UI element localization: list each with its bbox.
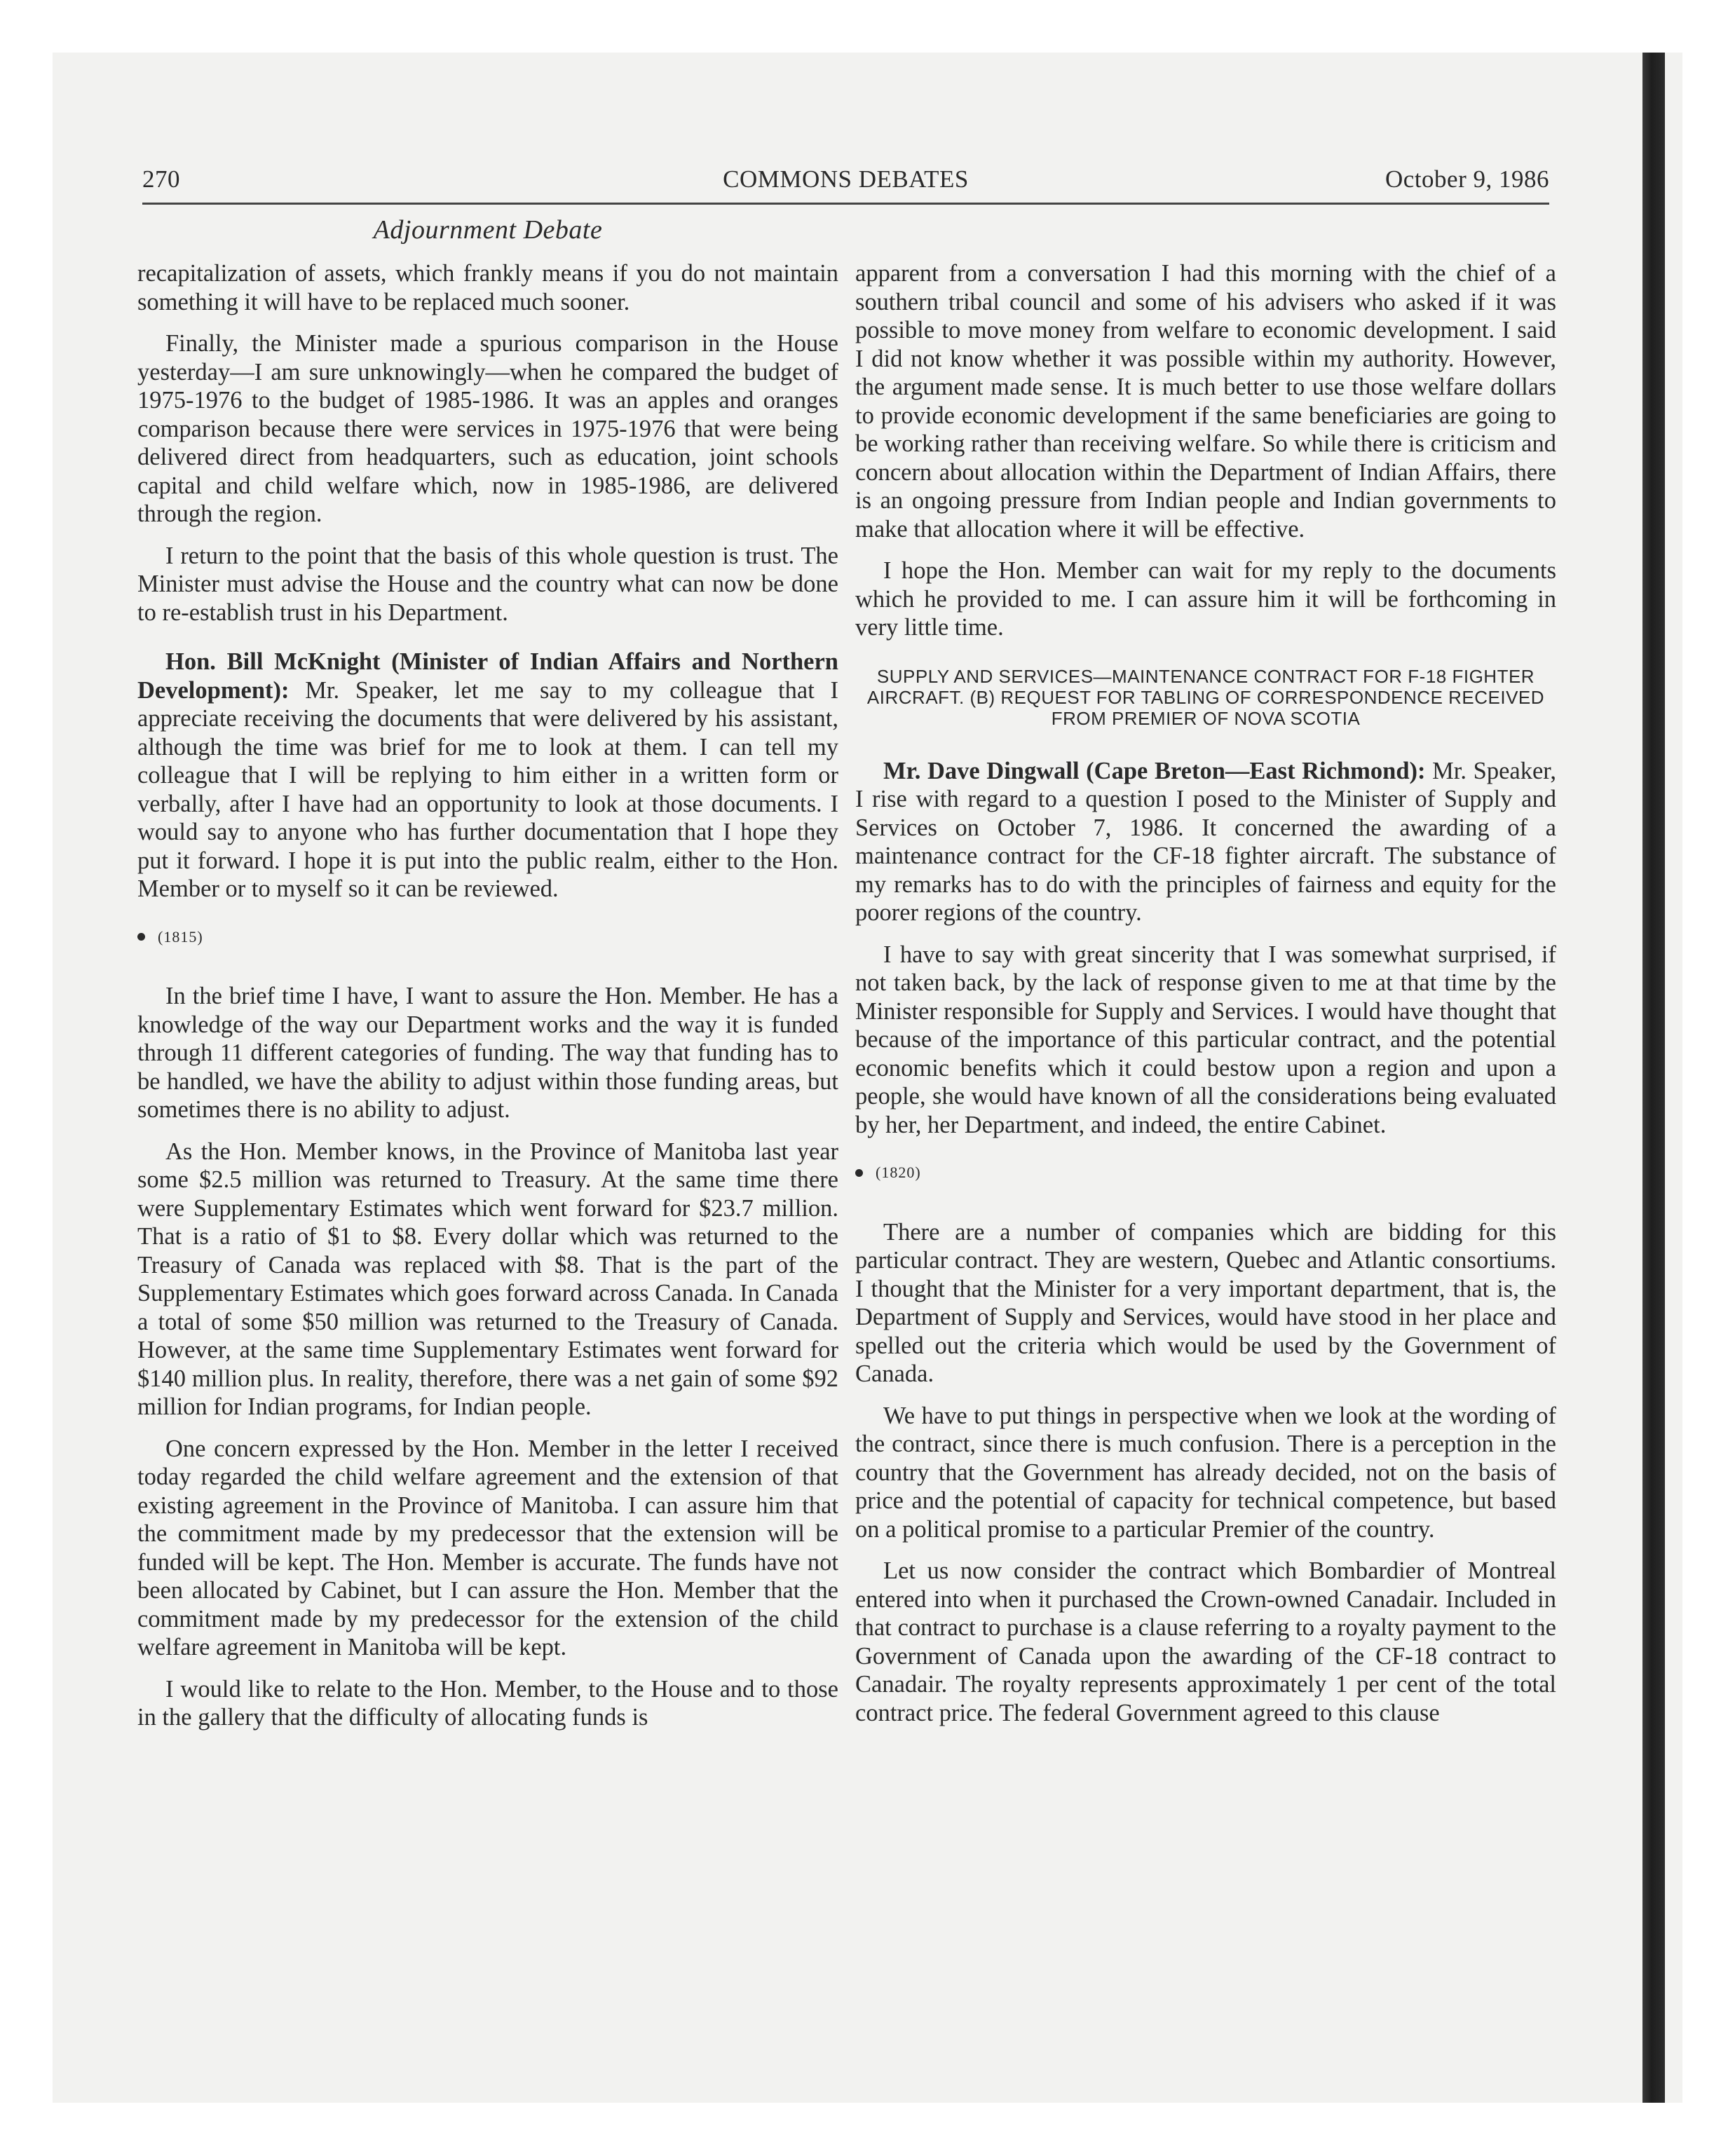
paragraph: I would like to relate to the Hon. Member, to the House and to those in the gallery that the difficulty of allocating funds is <box>137 1675 838 1731</box>
speech-paragraph <box>855 757 1556 927</box>
speech-text: Mr. Speaker, I rise with regard to a question I posed to the Minister of Supply and Services on October 7, 1986. It concerned the awarding of a maintenance contract for the CF-18 fighter aircraft. The substance of my remarks has to do with the principles of fairness and equity for the poorer regions of the country. <box>855 757 1556 926</box>
bullet-icon <box>855 1169 863 1177</box>
speech-paragraph <box>137 648 838 903</box>
section-title: Adjournment Debate <box>373 215 603 245</box>
scan-edge-shadow <box>1642 53 1665 2103</box>
bullet-icon <box>137 933 145 941</box>
left-column <box>137 259 838 1745</box>
page-number: 270 <box>142 165 180 193</box>
paragraph: I hope the Hon. Member can wait for my reply to the documents which he provided to me. I can assure him it will be forthcoming in very little time. <box>855 557 1556 641</box>
time-marker-text: (1820) <box>876 1164 921 1181</box>
section-rubric: SUPPLY AND SERVICES—MAINTENANCE CONTRACT FOR F-18 FIGHTER AIRCRAFT. (B) REQUEST FOR TABLING OF CORRESPONDENCE RECEIVED FROM PREMIER OF NOVA SCOTIA <box>866 665 1545 729</box>
right-column <box>855 259 1556 1740</box>
journal-title: COMMONS DEBATES <box>723 165 969 193</box>
running-head <box>142 165 1549 206</box>
issue-date: October 9, 1986 <box>1385 165 1549 193</box>
paragraph: One concern expressed by the Hon. Member in the letter I received today regarded the child welfare agreement and the extension of that existing agreement in the Province of Manitoba. I can assure him that the commitment made by my predecessor that the extension will be funded will be kept. The Hon. Member is accurate. The funds have not been allocated by Cabinet, but I can assure the Hon. Member that the commitment made by my predecessor for the extension of the child welfare agreement in Manitoba will be kept. <box>137 1435 838 1660</box>
paragraph: I return to the point that the basis of this whole question is trust. The Minister must advise the House and the country what can now be done to re-establish trust in his Department. <box>137 542 838 626</box>
speaker-name: Mr. Dave Dingwall (Cape Breton—East Richmond): <box>883 757 1426 784</box>
speech-text: Mr. Speaker, let me say to my colleague that I appreciate receiving the documents that were delivered by his assistant, although the time was brief for me to look at them. I can tell my colleague that I will be replying to him either in a written form or verbally, after I have had an opportunity to look at those documents. I would say to anyone who has further documentation that I hope they put it forward. I hope it is put into the public realm, either to the Hon. Member or to myself so it can be reviewed. <box>137 676 838 902</box>
time-marker <box>855 1159 1556 1187</box>
speaker-name: Hon. Bill McKnight (Minister of Indian Affairs and Northern Development): <box>137 648 838 704</box>
paragraph: There are a number of companies which are bidding for this particular contract. They are western, Quebec and Atlantic consortiums. I thought that the Minister for a very important department, that is, the Department of Supply and Services, would have stood in her place and spelled out the criteria which would be used by the Government of Canada. <box>855 1218 1556 1387</box>
paragraph: apparent from a conversation I had this morning with the chief of a southern tribal council and some of his advisers who asked if it was possible to move money from welfare to economic development. I said I did not know whether it was possible within my authority. However, the argument made sense. It is much better to use those welfare dollars to provide economic development if the same beneficiaries are going to be working rather than receiving welfare. So while there is criticism and concern about allocation within the Department of Indian Affairs, there is an ongoing pressure from Indian people and Indian governments to make that allocation where it will be effective. <box>855 260 1556 543</box>
paragraph: Finally, the Minister made a spurious comparison in the House yesterday—I am sure unknowingly—when he compared the budget of 1975-1976 to the budget of 1985-1986. It was an apples and oranges comparison because there were services in 1975-1976 that were being delivered direct from headquarters, such as education, joint schools capital and child welfare which, now in 1985-1986, are delivered through the region. <box>137 330 838 527</box>
time-marker <box>137 923 838 952</box>
time-marker-text: (1815) <box>158 927 203 946</box>
paragraph: We have to put things in perspective when we look at the wording of the contract, since there is much confusion. There is a perception in the country that the Government has already decided, not on the basis of price and the potential of capacity for technical competence, but based on a political promise to a particular Premier of the country. <box>855 1402 1556 1543</box>
paragraph: recapitalization of assets, which frankly means if you do not maintain something it will have to be replaced much sooner. <box>137 260 838 315</box>
paragraph: As the Hon. Member knows, in the Province of Manitoba last year some $2.5 million was returned to Treasury. At the same time there were Supplementary Estimates which went forward for $23.7 million. That is a ratio of $1 to $8. Every dollar which was returned to the Treasury of Canada was replaced with $8. That is the part of the Supplementary Estimates which goes forward across Canada. In Canada a total of some $50 million was returned to the Treasury of Canada. However, at the same time Supplementary Estimates went forward for $140 million plus. In reality, therefore, there was a net gain of some $92 million for Indian programs, for Indian people. <box>137 1138 838 1420</box>
paragraph: Let us now consider the contract which Bombardier of Montreal entered into when it purchased the Crown-owned Canadair. Included in that contract to purchase is a clause referring to a royalty payment to the Government of Canada upon the awarding of the CF-18 contract to Canadair. The royalty represents approximately 1 per cent of the total contract price. The federal Government agreed to this clause <box>855 1557 1556 1726</box>
header-rule <box>142 203 1549 205</box>
paragraph: In the brief time I have, I want to assure the Hon. Member. He has a knowledge of the way our Department works and the way it is funded through 11 different categories of funding. The way that funding has to be handled, we have the ability to adjust within those funding areas, but sometimes there is no ability to adjust. <box>137 983 838 1123</box>
paragraph: I have to say with great sincerity that I was somewhat surprised, if not taken back, by the lack of response given to me at that time by the Minister responsible for Supply and Services. I would have thought that because of the importance of this particular contract, and the potential economic benefits which it could bestow upon a region and upon a people, she would have known of all the considerations being evaluated by her, her Department, and indeed, the entire Cabinet. <box>855 941 1556 1138</box>
